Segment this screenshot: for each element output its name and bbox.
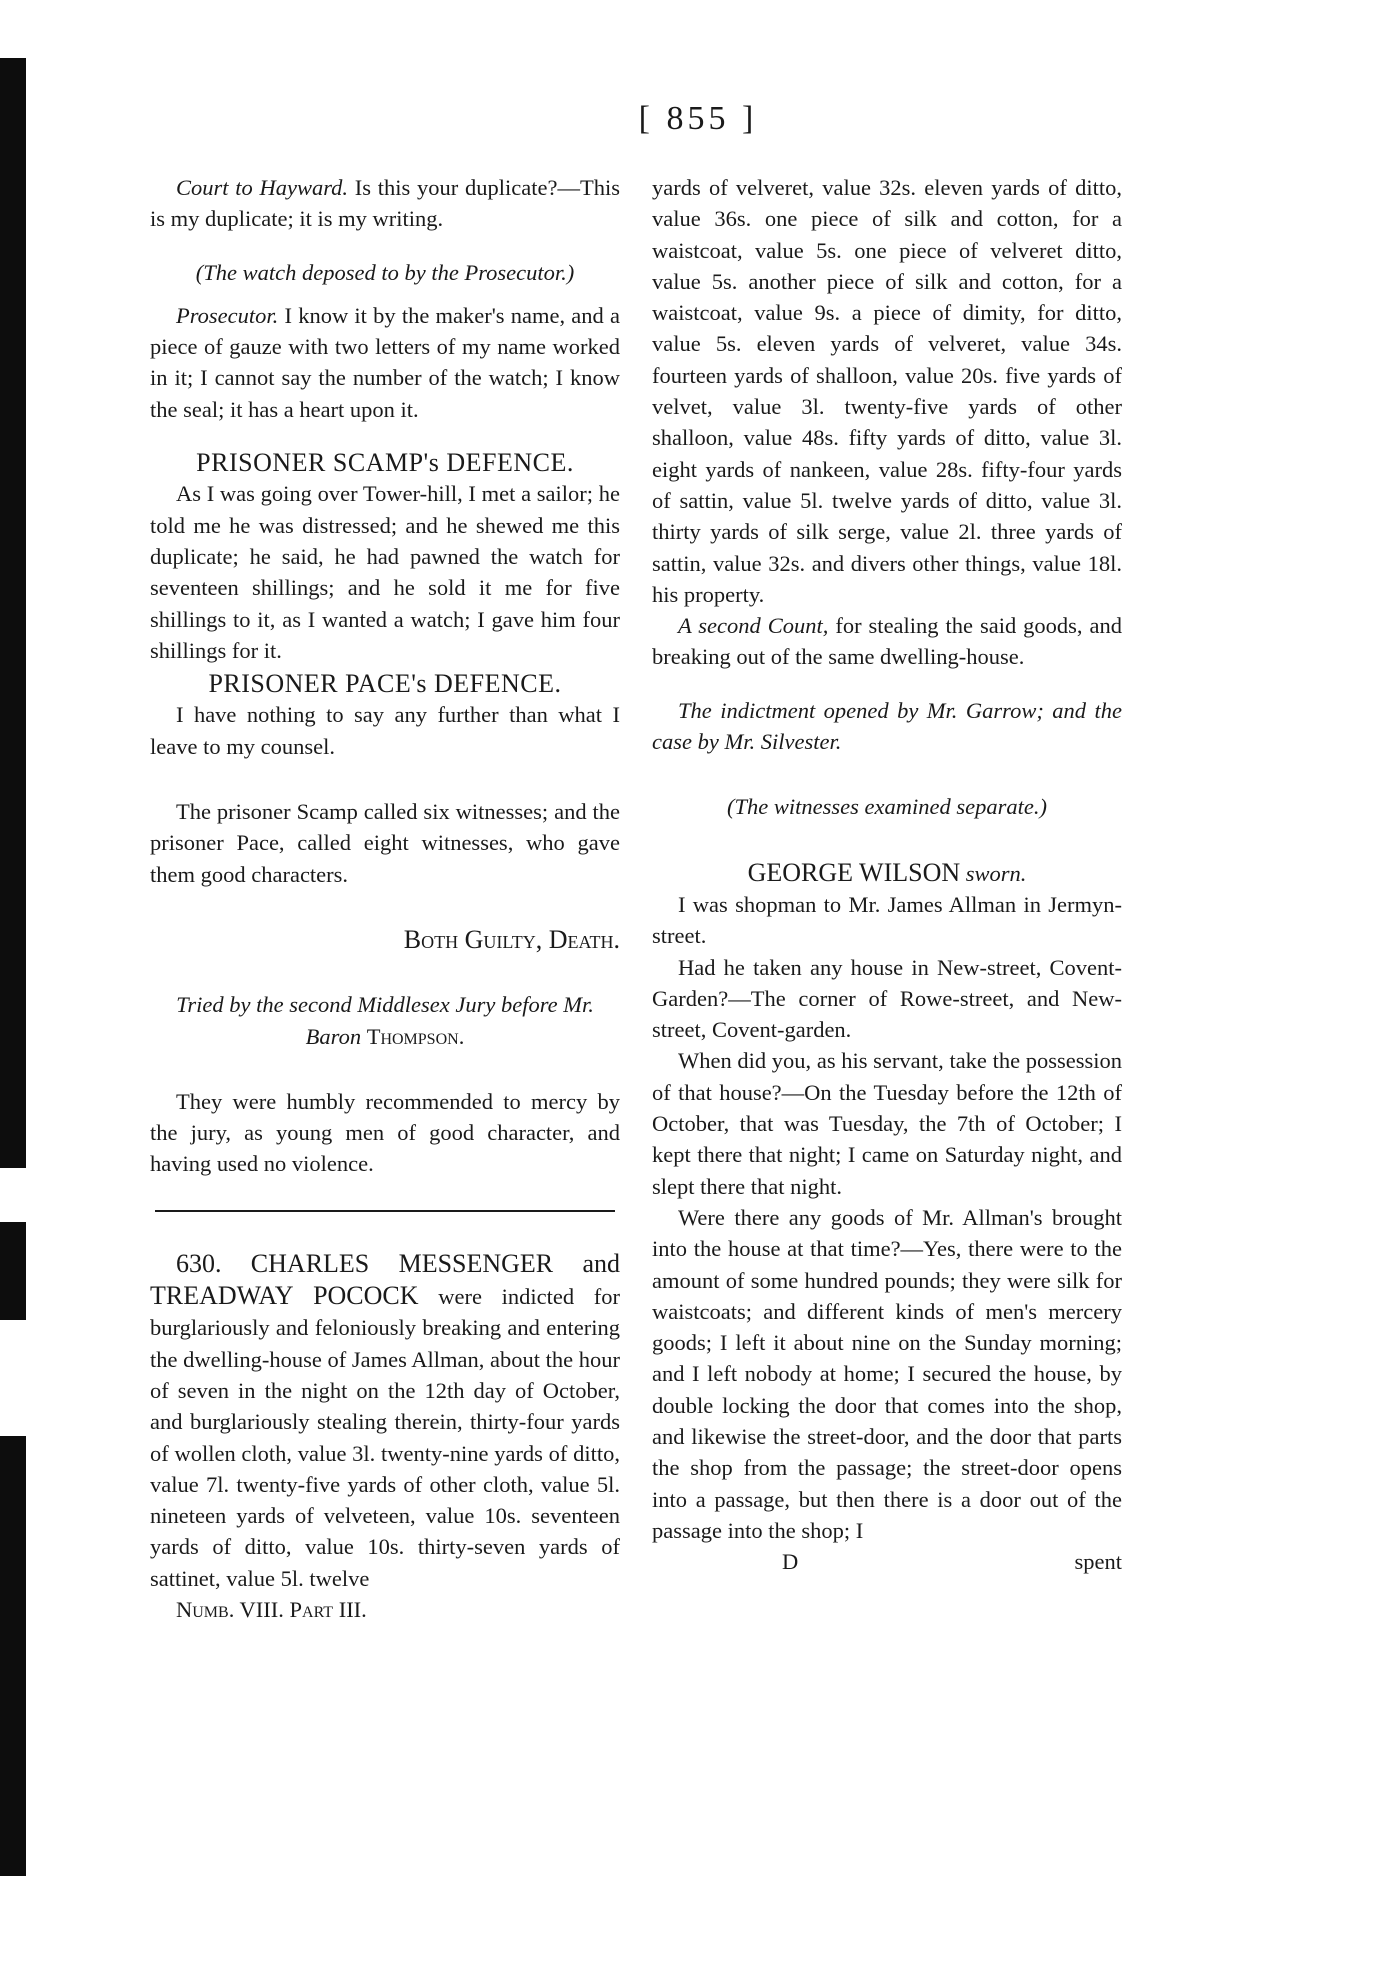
left-column: [150, 172, 620, 1625]
section-divider: [155, 1210, 615, 1212]
stage-direction: (The witnesses examined separate.): [727, 794, 1047, 820]
scan-edge-bar: [0, 1436, 26, 1876]
case-number: 630.: [176, 1248, 222, 1278]
paragraph-text: were indicted for burglariously and feloniously breaking and entering the dwelling-house of James Allman, about the hour of seven in the night on the 12th day of October, and burglariously stealing therein, thirty-four yards of wollen cloth, value 3l. twenty-nine yards of ditto, value 7l. twenty-five yards of other cloth, value 5l. nineteen yards of velveteen, value 10s. seventeen yards of ditto, value 10s. thirty-seven yards of sattinet, value 5l. twelve: [150, 1284, 620, 1591]
stage-direction: (The watch deposed to by the Prosecutor.): [195, 259, 575, 285]
paragraph: [150, 300, 620, 425]
paragraph: As I was going over Tower-hill, I met a sailor; he told me he was distressed; and he shewed me this duplicate; he said, he had pawned the watch for seventeen shillings; and he sold it me for five shillings to it, as I wanted a watch; I gave him four shillings for it.: [150, 481, 620, 663]
verdict: Both Guilty, Death.: [403, 924, 620, 954]
paragraph: I was shopman to Mr. James Allman in Jermyn-street.: [652, 891, 1122, 949]
trial-note: [150, 989, 620, 1052]
judge-name: Thompson.: [366, 1023, 465, 1049]
paragraph-text: I know it by the maker's name, and a piece of gauze with two letters of my name worked in it; I cannot say the number of the watch; I know the seal; it has a heart upon it.: [150, 302, 620, 422]
trial-note-text: Tried by the second Middlesex Jury before Mr. Baron: [176, 992, 594, 1049]
paragraph: When did you, as his servant, take the possession of that house?—On the Tuesday before the 12th of October, that was Tuesday, the 7th of October; I kept there that night; I came on Saturday night, and slept there that night.: [652, 1048, 1122, 1199]
paragraph: The prisoner Scamp called six witnesses; and the prisoner Pace, called eight witnesses, who gave them good characters.: [150, 799, 620, 887]
speaker-label: Court to Hayward.: [176, 175, 349, 200]
signature-mark: D: [782, 1549, 799, 1575]
catchword: spent: [1074, 1549, 1122, 1575]
paragraph: The indictment opened by Mr. Garrow; and the case by Mr. Silvester.: [652, 697, 1122, 755]
paragraph: [150, 172, 620, 235]
right-column: [652, 172, 1122, 1577]
section-heading: PRISONER SCAMP's DEFENCE.: [196, 448, 574, 478]
scan-edge-bar: [0, 1222, 26, 1320]
page-number: [ 855 ]: [638, 100, 758, 137]
paragraph: [150, 1248, 620, 1594]
footer-line: [652, 1546, 1122, 1577]
paragraph-text: for stealing the said goods, and breaking out of the same dwelling-house.: [652, 613, 1122, 670]
footer-signature: Numb. VIII. Part III.: [176, 1596, 367, 1622]
speaker-label: Prosecutor.: [176, 302, 279, 328]
paragraph-lead: A second Count,: [678, 613, 829, 639]
footer-signature-line: [150, 1594, 620, 1625]
section-heading: PRISONER PACE's DEFENCE.: [208, 669, 562, 699]
paragraph: I have nothing to say any further than what I leave to my counsel.: [150, 702, 620, 759]
witness-heading: [652, 857, 1122, 889]
witness-name: GEORGE WILSON: [747, 857, 961, 887]
paragraph: yards of velveret, value 32s. eleven yards of ditto, value 36s. one piece of silk and cotton, for a waistcoat, value 5s. one piece of velveret ditto, value 5s. another piece of silk and cotton, for a waistcoat, value 9s. a piece of dimity, for ditto, value 5s. eleven yards of velveret, value 34s. fourteen yards of shalloon, value 20s. five yards of velvet, value 3l. twenty-five yards of other shalloon, value 48s. fifty yards of ditto, value 3l. eight yards of nankeen, value 28s. fifty-four yards of sattin, value 5l. twelve yards of ditto, value 3l. thirty yards of silk serge, value 2l. three yards of sattin, value 32s. and divers other things, value 18l. his property.: [652, 175, 1122, 607]
paragraph-text: Is this your duplicate?—This is my duplicate; it is my writing.: [150, 175, 621, 232]
witness-sworn: sworn.: [960, 860, 1027, 886]
paragraph: Had he taken any house in New-street, Covent-Garden?—The corner of Rowe-street, and New-street, Covent-garden.: [652, 954, 1122, 1043]
paragraph: They were humbly recommended to mercy by the jury, as young men of good character, and having used no violence.: [150, 1088, 620, 1177]
case-names: CHARLES MESSENGER and TREADWAY POCOCK: [150, 1248, 620, 1311]
paragraph: [652, 610, 1122, 673]
scan-edge-bar: [0, 58, 26, 1168]
paragraph: Were there any goods of Mr. Allman's brought into the house at that time?—Yes, there were to the amount of some hundred pounds; they were silk for waistcoats; and different kinds of men's mercery goods; I left it about nine on the Sunday morning; and I left nobody at home; I secured the house, by double locking the door that comes into the shop, and likewise the street-door, and the door that parts the shop from the passage; the street-door opens into a passage, but then there is a door out of the passage into the shop; I: [652, 1204, 1122, 1543]
